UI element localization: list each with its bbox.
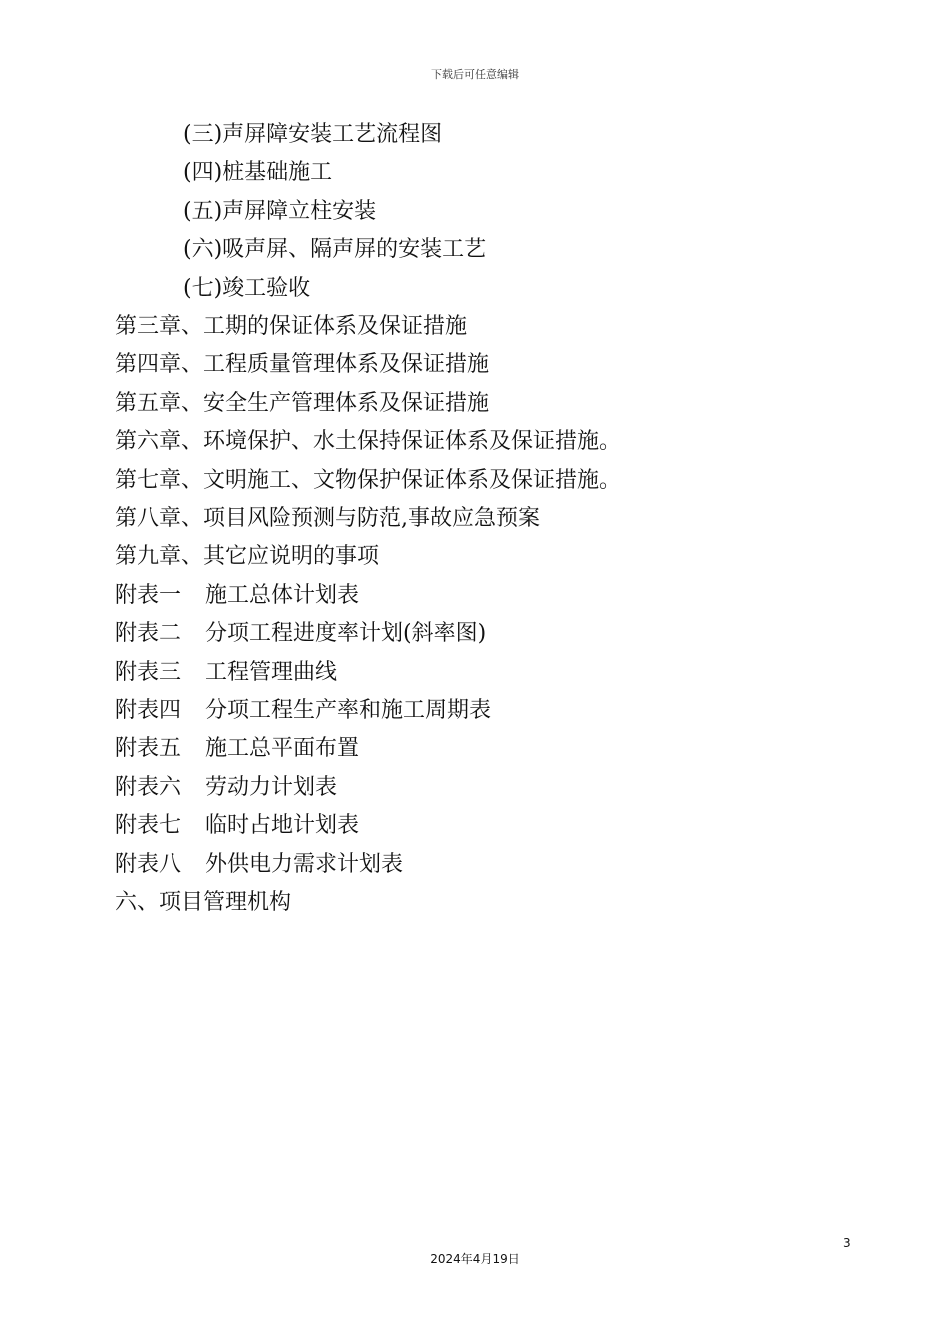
page-footer-date: 2024年4月19日: [430, 1252, 520, 1266]
appendix-title: 临时占地计划表: [205, 813, 360, 838]
page-header: 下载后可任意编辑: [431, 68, 519, 81]
toc-chapter-5: 第五章、安全生产管理体系及保证措施: [115, 391, 490, 416]
toc-item-section-3: (三)声屏障安装工艺流程图: [183, 122, 443, 147]
toc-appendix-8: [115, 850, 403, 880]
appendix-title: 劳动力计划表: [205, 775, 338, 800]
appendix-label: 附表三: [115, 660, 182, 685]
appendix-title: 施工总平面布置: [205, 736, 360, 761]
appendix-title: 工程管理曲线: [205, 660, 338, 685]
appendix-title: 分项工程生产率和施工周期表: [205, 698, 492, 723]
toc-chapter-3: 第三章、工期的保证体系及保证措施: [115, 314, 468, 339]
toc-item-section-6: (六)吸声屏、隔声屏的安装工艺: [183, 237, 487, 262]
toc-chapter-7: 第七章、文明施工、文物保护保证体系及保证措施。: [115, 468, 622, 493]
toc-chapter-6: 第六章、环境保护、水土保持保证体系及保证措施。: [115, 429, 622, 454]
toc-item-section-7: (七)竣工验收: [183, 276, 311, 301]
toc-appendix-7: [115, 811, 359, 841]
toc-appendix-2: [115, 619, 486, 649]
toc-appendix-3: [115, 658, 337, 688]
toc-appendix-6: [115, 773, 337, 803]
toc-chapter-8: 第八章、项目风险预测与防范,事故应急预案: [115, 506, 540, 531]
toc-appendix-4: [115, 696, 491, 726]
toc-item-section-4: (四)桩基础施工: [183, 160, 333, 185]
page-number: 3: [843, 1236, 851, 1250]
appendix-label: 附表二: [115, 621, 182, 646]
toc-chapter-4: 第四章、工程质量管理体系及保证措施: [115, 352, 490, 377]
appendix-label: 附表六: [115, 775, 182, 800]
toc-appendix-1: [115, 581, 359, 611]
toc-chapter-9: 第九章、其它应说明的事项: [115, 544, 380, 569]
appendix-title: 分项工程进度率计划(斜率图): [205, 621, 487, 646]
toc-item-project-management: 六、项目管理机构: [115, 890, 292, 915]
appendix-title: 外供电力需求计划表: [205, 852, 404, 877]
appendix-label: 附表八: [115, 852, 182, 877]
appendix-title: 施工总体计划表: [205, 583, 360, 608]
appendix-label: 附表五: [115, 736, 182, 761]
toc-item-section-5: (五)声屏障立柱安装: [183, 199, 377, 224]
appendix-label: 附表七: [115, 813, 182, 838]
appendix-label: 附表四: [115, 698, 182, 723]
appendix-label: 附表一: [115, 583, 182, 608]
toc-appendix-5: [115, 734, 359, 764]
